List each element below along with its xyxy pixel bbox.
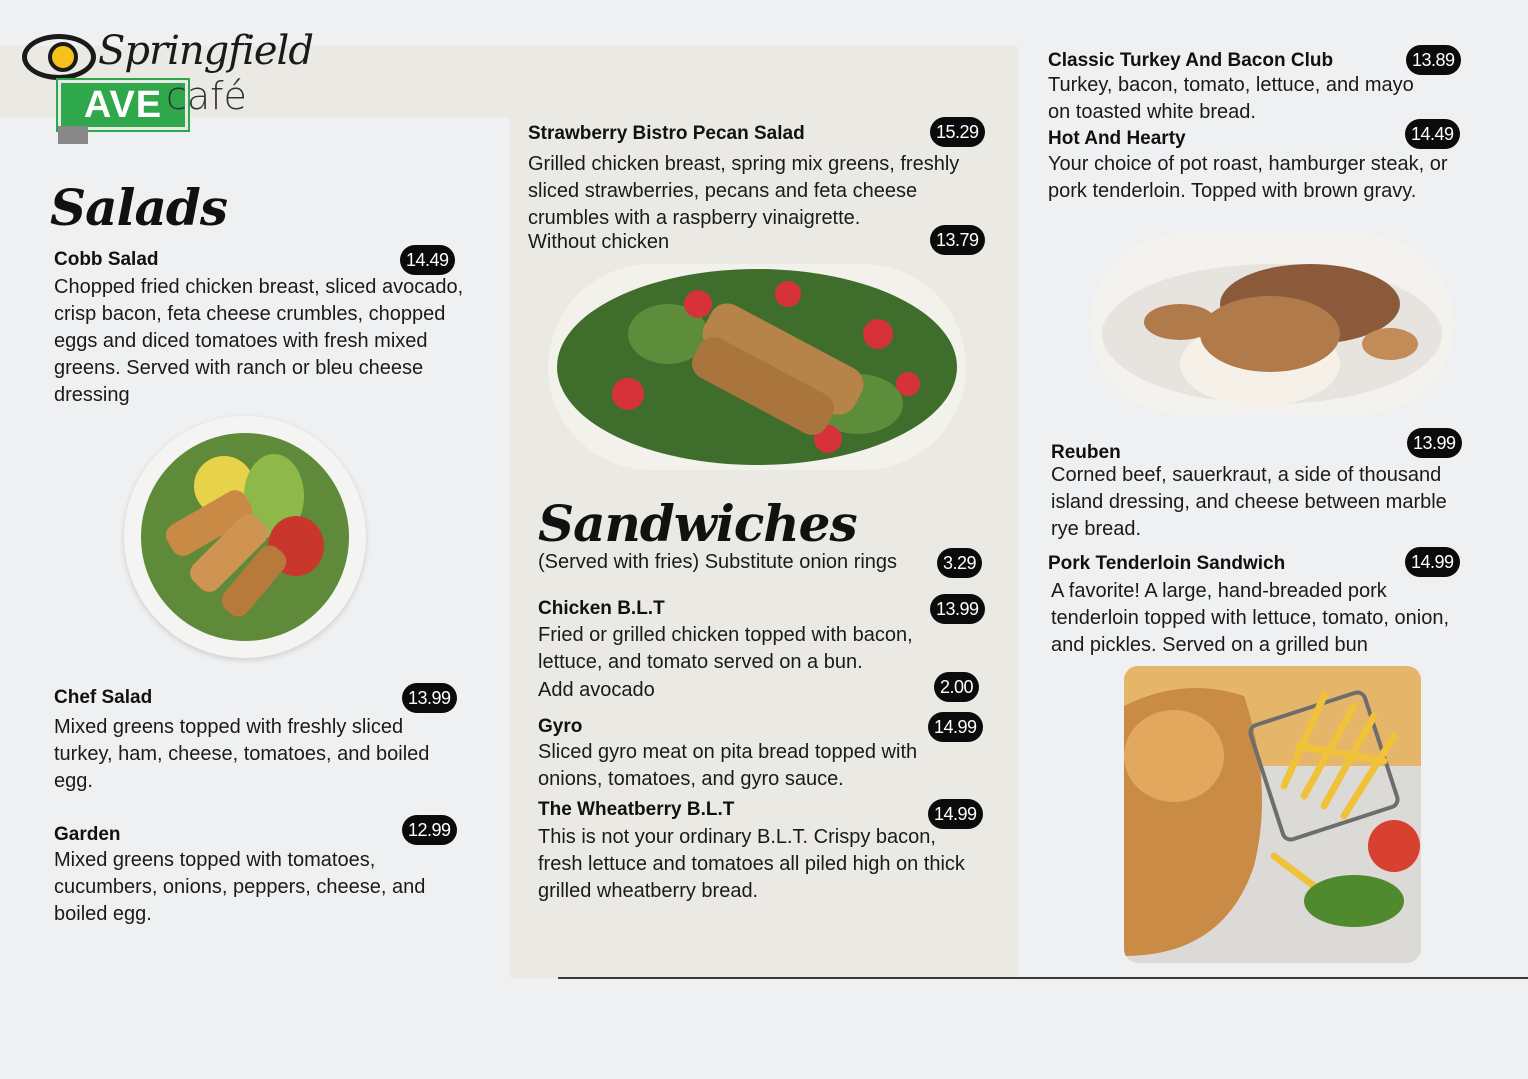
chef-salad-price: 13.99: [402, 683, 457, 713]
salads-heading: Salads: [50, 178, 228, 237]
chicken-blt-name: Chicken B.L.T: [538, 598, 665, 619]
hot-and-hearty-photo: [1090, 234, 1454, 414]
cobb-salad-description: Chopped fried chicken breast, sliced avocado, crisp bacon, feta cheese crumbles, chopped eggs and diced tomatoes with fresh mixed greens. Served with ranch or bleu cheese dressing: [54, 276, 464, 406]
cobb-salad-name: Cobb Salad: [54, 249, 159, 270]
strawberry-salad-description: Grilled chicken breast, spring mix greens, freshly sliced strawberries, pecans and feta cheese crumbles with a raspberry vinaigrette.: [528, 153, 960, 229]
pork-tenderloin-price: 14.99: [1405, 547, 1460, 577]
logo-springfield: Springfield: [98, 28, 313, 74]
gyro-price: 14.99: [928, 712, 983, 742]
garden-salad-price: 12.99: [402, 815, 457, 845]
reuben-name: Reuben: [1051, 442, 1121, 463]
chicken-blt-option-price: 2.00: [934, 672, 979, 702]
chef-salad-description: Mixed greens topped with freshly sliced turkey, ham, cheese, tomatoes, and boiled egg.: [54, 716, 430, 792]
chef-salad-name: Chef Salad: [54, 687, 153, 708]
sandwiches-heading: Sandwiches: [538, 494, 857, 553]
logo-sign-post: [58, 126, 88, 144]
sandwiches-note: (Served with fries) Substitute onion rings: [538, 551, 898, 573]
cobb-salad-illustration: [124, 416, 366, 658]
gyro-description: Sliced gyro meat on pita bread topped with onions, tomatoes, and gyro sauce.: [538, 741, 918, 790]
onion-rings-price: 3.29: [937, 548, 982, 578]
pork-tenderloin-illustration: [1124, 666, 1421, 963]
logo-cafe: café: [166, 74, 247, 118]
hot-and-hearty-description: Your choice of pot roast, hamburger steak, or pork tenderloin. Topped with brown gravy.: [1048, 153, 1448, 202]
garden-salad-name: Garden: [54, 824, 121, 845]
gyro-name: Gyro: [538, 716, 583, 737]
cobb-salad-photo: [124, 416, 366, 658]
pork-tenderloin-photo: [1124, 666, 1421, 963]
wheatberry-blt-price: 14.99: [928, 799, 983, 829]
hot-and-hearty-illustration: [1090, 234, 1454, 414]
strawberry-salad-illustration: [548, 264, 966, 470]
cafe-logo: [20, 28, 313, 146]
strawberry-salad-option: Without chicken: [528, 231, 670, 253]
strawberry-salad-price: 15.29: [930, 117, 985, 147]
pork-tenderloin-name: Pork Tenderloin Sandwich: [1048, 553, 1286, 574]
strawberry-salad-option-price: 13.79: [930, 225, 985, 255]
turkey-club-name: Classic Turkey And Bacon Club: [1048, 50, 1334, 71]
wheatberry-blt-name: The Wheatberry B.L.T: [538, 799, 735, 820]
bottom-divider: [558, 977, 1528, 979]
pork-tenderloin-description: A favorite! A large, hand-breaded pork tenderloin topped with lettuce, tomato, onion, and pickles. Served on a grilled bun: [1051, 580, 1450, 656]
turkey-club-price: 13.89: [1406, 45, 1461, 75]
hot-and-hearty-name: Hot And Hearty: [1048, 128, 1186, 149]
strawberry-salad-photo: [548, 264, 966, 470]
cobb-salad-price: 14.49: [400, 245, 455, 275]
reuben-price: 13.99: [1407, 428, 1462, 458]
reuben-description: Corned beef, sauerkraut, a side of thousand island dressing, and cheese between marble rye bread.: [1051, 464, 1447, 540]
logo-ave-sign: AVE: [58, 80, 188, 130]
garden-salad-description: Mixed greens topped with tomatoes, cucumbers, onions, peppers, cheese, and boiled egg.: [54, 849, 426, 925]
turkey-club-description: Turkey, bacon, tomato, lettuce, and mayo on toasted white bread.: [1048, 74, 1414, 123]
chicken-blt-price: 13.99: [930, 594, 985, 624]
chicken-blt-option: Add avocado: [538, 679, 655, 701]
logo-yolk-icon: [48, 42, 78, 72]
chicken-blt-description: Fried or grilled chicken topped with bacon, lettuce, and tomato served on a bun.: [538, 624, 913, 673]
strawberry-salad-name: Strawberry Bistro Pecan Salad: [528, 123, 805, 144]
hot-and-hearty-price: 14.49: [1405, 119, 1460, 149]
wheatberry-blt-description: This is not your ordinary B.L.T. Crispy bacon, fresh lettuce and tomatoes all piled high on thick grilled wheatberry bread.: [538, 826, 965, 902]
